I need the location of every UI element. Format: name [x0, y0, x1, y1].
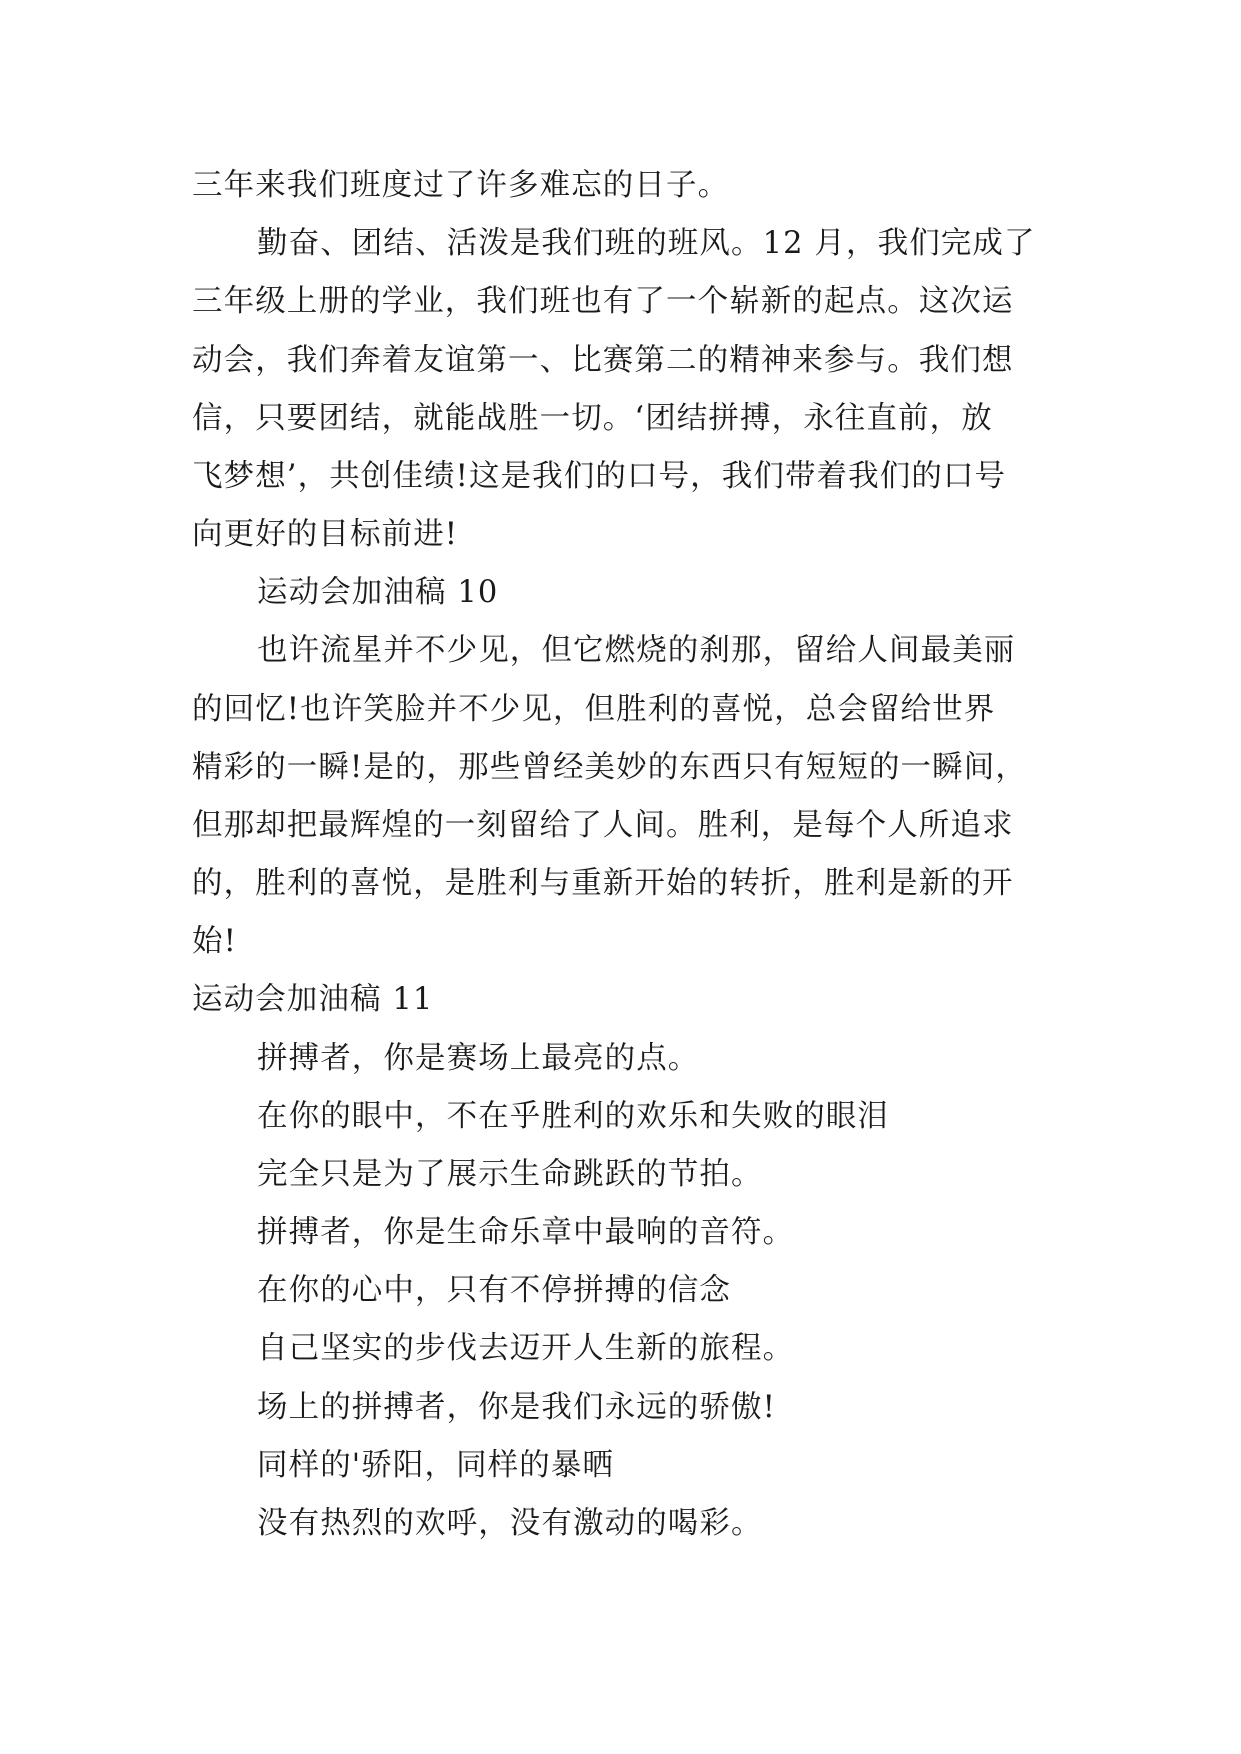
section-heading: 运动会加油稿 10 — [257, 575, 499, 610]
paragraph-line: 的，胜利的喜悦，是胜利与重新开始的转折，胜利是新的开 — [192, 866, 1014, 901]
paragraph-line: 的回忆!也许笑脸并不少见，但胜利的喜悦，总会留给世界 — [192, 692, 996, 727]
paragraph-line: 飞梦想’，共创佳绩!这是我们的口号，我们带着我们的口号 — [192, 459, 1007, 494]
paragraph-line: 但那却把最辉煌的一刻留给了人间。胜利，是每个人所追求 — [192, 808, 1014, 843]
poem-line: 同样的'骄阳，同样的暴晒 — [257, 1448, 615, 1483]
poem-line: 拼搏者，你是赛场上最亮的点。 — [257, 1041, 700, 1076]
poem-line: 没有热烈的欢呼，没有激动的喝彩。 — [257, 1506, 763, 1541]
paragraph-line: 也许流星并不少见，但它燃烧的刹那，留给人间最美丽 — [257, 633, 1016, 668]
poem-line: 场上的拼搏者，你是我们永远的骄傲! — [257, 1390, 776, 1425]
paragraph-line: 精彩的一瞬!是的，那些曾经美妙的东西只有短短的一瞬间， — [192, 750, 1027, 785]
paragraph-line: 始! — [192, 924, 237, 959]
poem-line: 拼搏者，你是生命乐章中最响的音符。 — [257, 1215, 795, 1250]
paragraph-line: 三年级上册的学业，我们班也有了一个崭新的起点。这次运 — [192, 284, 1014, 319]
paragraph-line: 三年来我们班度过了许多难忘的日子。 — [192, 168, 730, 203]
poem-line: 在你的眼中，不在乎胜利的欢乐和失败的眼泪 — [257, 1099, 889, 1134]
paragraph-line: 动会，我们奔着友谊第一、比赛第二的精神来参与。我们想 — [192, 343, 1014, 378]
poem-line: 完全只是为了展示生命跳跃的节拍。 — [257, 1157, 763, 1192]
poem-line: 在你的心中，只有不停拼搏的信念 — [257, 1273, 731, 1308]
paragraph-line: 勤奋、团结、活泼是我们班的班风。12 月，我们完成了 — [257, 226, 1036, 261]
paragraph-line: 向更好的目标前进! — [192, 517, 459, 552]
section-heading: 运动会加油稿 11 — [192, 982, 434, 1017]
paragraph-line: 信，只要团结，就能战胜一切。‘团结拼搏，永往直前，放 — [192, 401, 993, 436]
poem-line: 自己坚实的步伐去迈开人生新的旅程。 — [257, 1331, 795, 1366]
